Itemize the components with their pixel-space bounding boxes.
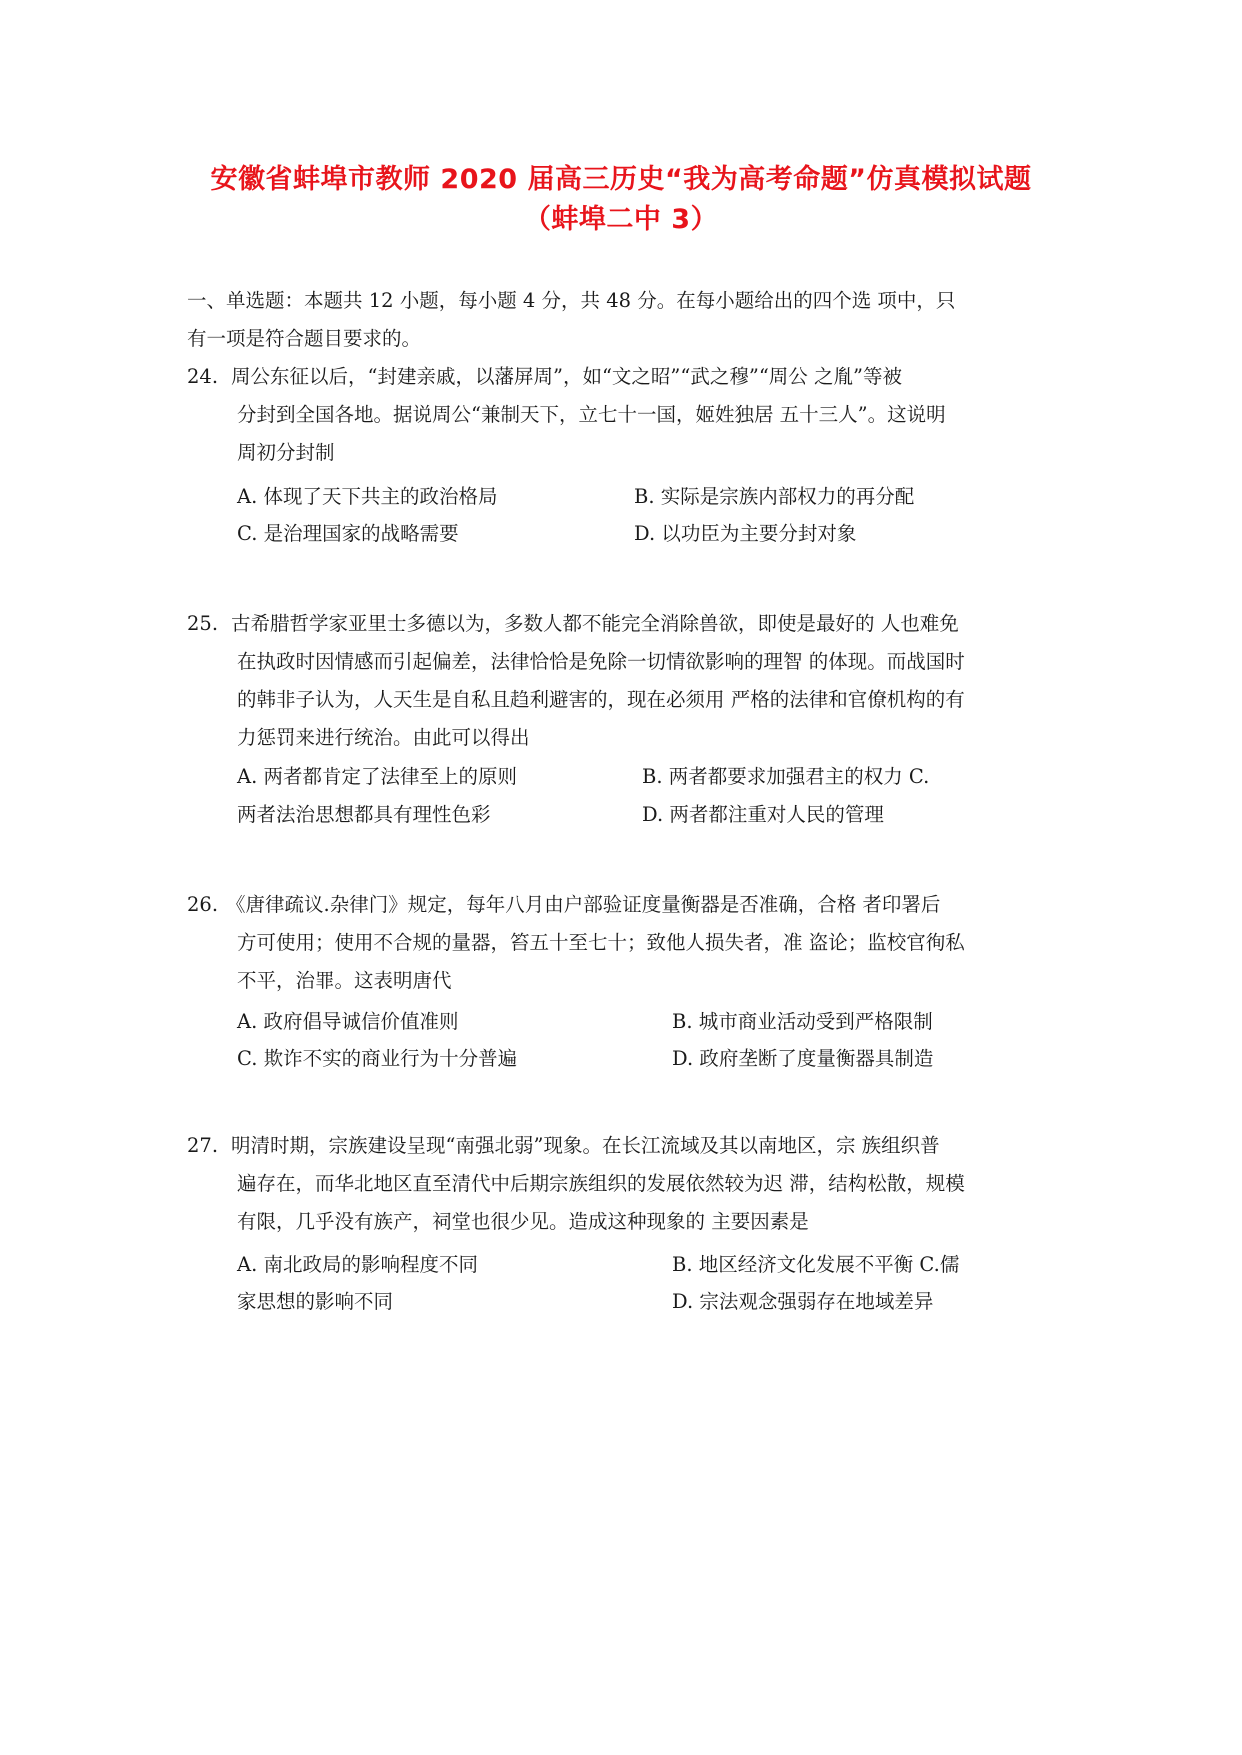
- question-25-option-b[interactable]: B. 两者都要求加强君主的权力 C.: [642, 765, 930, 788]
- question-27-option-d[interactable]: D. 宗法观念强弱存在地域差异: [672, 1290, 934, 1313]
- question-27-option-c[interactable]: 家思想的影响不同: [237, 1290, 394, 1313]
- question-24-option-d[interactable]: D. 以功臣为主要分封对象: [634, 522, 857, 545]
- question-25-option-d[interactable]: D. 两者都注重对人民的管理: [642, 803, 884, 826]
- question-25-text-line: 的韩非子认为，人天生是自私且趋利避害的，现在必须用 严格的法律和官僚机构的有: [237, 688, 965, 711]
- question-24-text-line: 分封到全国各地。据说周公“兼制天下，立七十一国，姬姓独居 五十三人”。这说明: [237, 403, 946, 426]
- question-25-number: 25.: [187, 612, 219, 635]
- question-26-text-line: 方可使用；使用不合规的量器，笞五十至七十；致他人损失者，准 盗论；监校官徇私: [237, 931, 965, 954]
- question-24-option-a[interactable]: A. 体现了天下共主的政治格局: [237, 485, 498, 508]
- question-25-text-line: 在执政时因情感而引起偏差，法律恰恰是免除一切情欲影响的理智 的体现。而战国时: [237, 650, 965, 673]
- question-24-option-b[interactable]: B. 实际是宗族内部权力的再分配: [634, 485, 915, 508]
- question-25-option-a[interactable]: A. 两者都肯定了法律至上的原则: [237, 765, 517, 788]
- question-26-option-b[interactable]: B. 城市商业活动受到严格限制: [672, 1010, 933, 1033]
- question-24-text-line: 周初分封制: [237, 441, 335, 464]
- question-26-text-line: 《唐律疏议.杂律门》规定，每年八月由户部验证度量衡器是否准确，合格 者印署后: [226, 893, 941, 916]
- question-25-text-line: 力惩罚来进行统治。由此可以得出: [237, 726, 530, 749]
- page-title: 安徽省蚌埠市教师 2020 届高三历史“我为高考命题”仿真模拟试题: [210, 164, 1032, 195]
- question-26-number: 26.: [187, 893, 219, 916]
- section-instruction-line-2: 有一项是符合题目要求的。: [187, 327, 422, 350]
- question-24-text-line: 周公东征以后，“封建亲戚，以藩屏周”，如“文之昭”“武之穆”“周公 之胤”等被: [231, 365, 902, 388]
- question-27-text-line: 有限，几乎没有族产，祠堂也很少见。造成这种现象的 主要因素是: [237, 1210, 809, 1233]
- question-24-option-c[interactable]: C. 是治理国家的战略需要: [237, 522, 459, 545]
- question-27-text-line: 遍存在，而华北地区直至清代中后期宗族组织的发展依然较为迟 滞，结构松散，规模: [237, 1172, 965, 1195]
- question-26-option-c[interactable]: C. 欺诈不实的商业行为十分普遍: [237, 1047, 518, 1070]
- section-instruction-line-1: 一、单选题：本题共 12 小题，每小题 4 分，共 48 分。在每小题给出的四个选 项中，只: [187, 289, 956, 312]
- question-25-option-c[interactable]: 两者法治思想都具有理性色彩: [237, 803, 491, 826]
- question-27-number: 27.: [187, 1134, 219, 1157]
- question-24-number: 24.: [187, 365, 219, 388]
- question-26-option-d[interactable]: D. 政府垄断了度量衡器具制造: [672, 1047, 934, 1070]
- question-27-text-line: 明清时期，宗族建设呈现“南强北弱”现象。在长江流域及其以南地区，宗 族组织普: [231, 1134, 940, 1157]
- question-27-option-b[interactable]: B. 地区经济文化发展不平衡 C.儒: [672, 1253, 960, 1276]
- question-26-option-a[interactable]: A. 政府倡导诚信价值准则: [237, 1010, 459, 1033]
- question-27-option-a[interactable]: A. 南北政局的影响程度不同: [237, 1253, 478, 1276]
- page-subtitle: （蚌埠二中 3）: [523, 204, 719, 235]
- question-26-text-line: 不平，治罪。这表明唐代: [237, 969, 452, 992]
- question-25-text-line: 古希腊哲学家亚里士多德以为，多数人都不能完全消除兽欲，即使是最好的 人也难免: [231, 612, 959, 635]
